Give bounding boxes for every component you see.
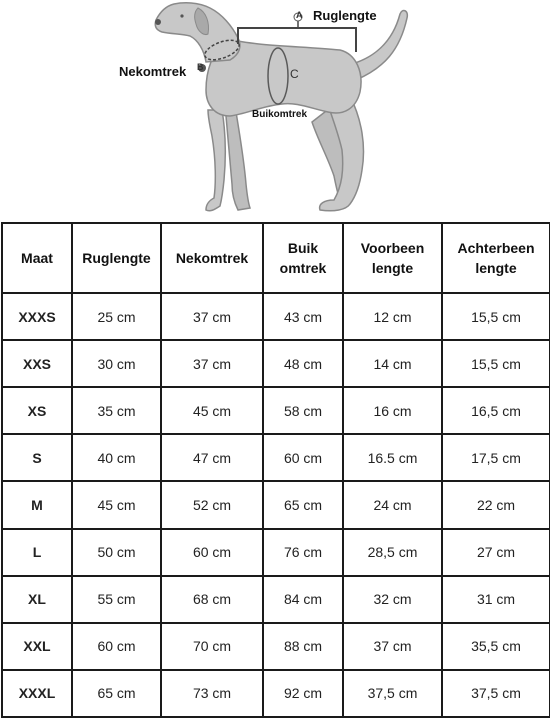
cell-ruglengte: 25 cm <box>72 293 161 340</box>
cell-achterbeen: 16,5 cm <box>442 387 550 434</box>
cell-achterbeen: 15,5 cm <box>442 293 550 340</box>
cell-ruglengte: 40 cm <box>72 434 161 481</box>
cell-ruglengte: 50 cm <box>72 529 161 576</box>
cell-achterbeen: 35,5 cm <box>442 623 550 670</box>
cell-maat: L <box>2 529 72 576</box>
cell-nekomtrek: 70 cm <box>161 623 263 670</box>
cell-maat: XS <box>2 387 72 434</box>
cell-ruglengte: 30 cm <box>72 340 161 387</box>
cell-maat: M <box>2 481 72 528</box>
cell-nekomtrek: 73 cm <box>161 670 263 717</box>
dog-front-leg-back <box>226 112 250 210</box>
cell-buikomtrek: 48 cm <box>263 340 343 387</box>
cell-voorbeen: 14 cm <box>343 340 442 387</box>
header-nekomtrek: Nekomtrek <box>161 223 263 293</box>
cell-ruglengte: 65 cm <box>72 670 161 717</box>
cell-ruglengte: 55 cm <box>72 576 161 623</box>
table-row <box>2 481 550 528</box>
dog-measurement-diagram <box>0 0 550 222</box>
cell-voorbeen: 37,5 cm <box>343 670 442 717</box>
table-row <box>2 529 550 576</box>
cell-buikomtrek: 84 cm <box>263 576 343 623</box>
cell-buikomtrek: 92 cm <box>263 670 343 717</box>
cell-achterbeen: 27 cm <box>442 529 550 576</box>
cell-maat: XXS <box>2 340 72 387</box>
table-row <box>2 670 550 717</box>
dog-eye <box>180 14 183 17</box>
cell-achterbeen: 22 cm <box>442 481 550 528</box>
header-maat: Maat <box>2 223 72 293</box>
cell-buikomtrek: 65 cm <box>263 481 343 528</box>
label-ruglengte: Ruglengte <box>313 8 377 23</box>
dog-nose <box>155 19 161 25</box>
cell-maat: S <box>2 434 72 481</box>
label-nekomtrek: Nekomtrek <box>119 64 187 79</box>
table-row <box>2 623 550 670</box>
cell-voorbeen: 28,5 cm <box>343 529 442 576</box>
cell-nekomtrek: 60 cm <box>161 529 263 576</box>
cell-maat: XXXL <box>2 670 72 717</box>
header-achterbeen-lengte: Achterbeen lengte <box>442 223 550 293</box>
table-row <box>2 387 550 434</box>
cell-maat: XL <box>2 576 72 623</box>
cell-voorbeen: 16.5 cm <box>343 434 442 481</box>
cell-nekomtrek: 68 cm <box>161 576 263 623</box>
cell-nekomtrek: 37 cm <box>161 340 263 387</box>
cell-nekomtrek: 52 cm <box>161 481 263 528</box>
cell-voorbeen: 24 cm <box>343 481 442 528</box>
cell-nekomtrek: 45 cm <box>161 387 263 434</box>
cell-buikomtrek: 60 cm <box>263 434 343 481</box>
cell-voorbeen: 32 cm <box>343 576 442 623</box>
cell-voorbeen: 16 cm <box>343 387 442 434</box>
cell-voorbeen: 37 cm <box>343 623 442 670</box>
cell-nekomtrek: 47 cm <box>161 434 263 481</box>
cell-achterbeen: 17,5 cm <box>442 434 550 481</box>
marker-b: B <box>197 62 204 72</box>
cell-buikomtrek: 58 cm <box>263 387 343 434</box>
table-row <box>2 576 550 623</box>
cell-achterbeen: 37,5 cm <box>442 670 550 717</box>
cell-buikomtrek: 88 cm <box>263 623 343 670</box>
cell-ruglengte: 45 cm <box>72 481 161 528</box>
cell-achterbeen: 15,5 cm <box>442 340 550 387</box>
header-buikomtrek: Buik omtrek <box>263 223 343 293</box>
dog-front-leg-front <box>206 110 225 211</box>
header-voorbeen-lengte: Voorbeen lengte <box>343 223 442 293</box>
header-ruglengte: Ruglengte <box>72 223 161 293</box>
marker-c: C <box>290 67 299 81</box>
cell-maat: XXL <box>2 623 72 670</box>
cell-ruglengte: 35 cm <box>72 387 161 434</box>
cell-voorbeen: 12 cm <box>343 293 442 340</box>
cell-achterbeen: 31 cm <box>442 576 550 623</box>
cell-maat: XXXS <box>2 293 72 340</box>
label-buikomtrek: Buikomtrek <box>252 109 308 120</box>
size-table <box>1 222 550 718</box>
table-row <box>2 434 550 481</box>
marker-a: A <box>296 10 303 20</box>
header-row <box>2 223 550 293</box>
table-row <box>2 293 550 340</box>
cell-ruglengte: 60 cm <box>72 623 161 670</box>
table-row <box>2 340 550 387</box>
cell-buikomtrek: 43 cm <box>263 293 343 340</box>
cell-buikomtrek: 76 cm <box>263 529 343 576</box>
cell-nekomtrek: 37 cm <box>161 293 263 340</box>
